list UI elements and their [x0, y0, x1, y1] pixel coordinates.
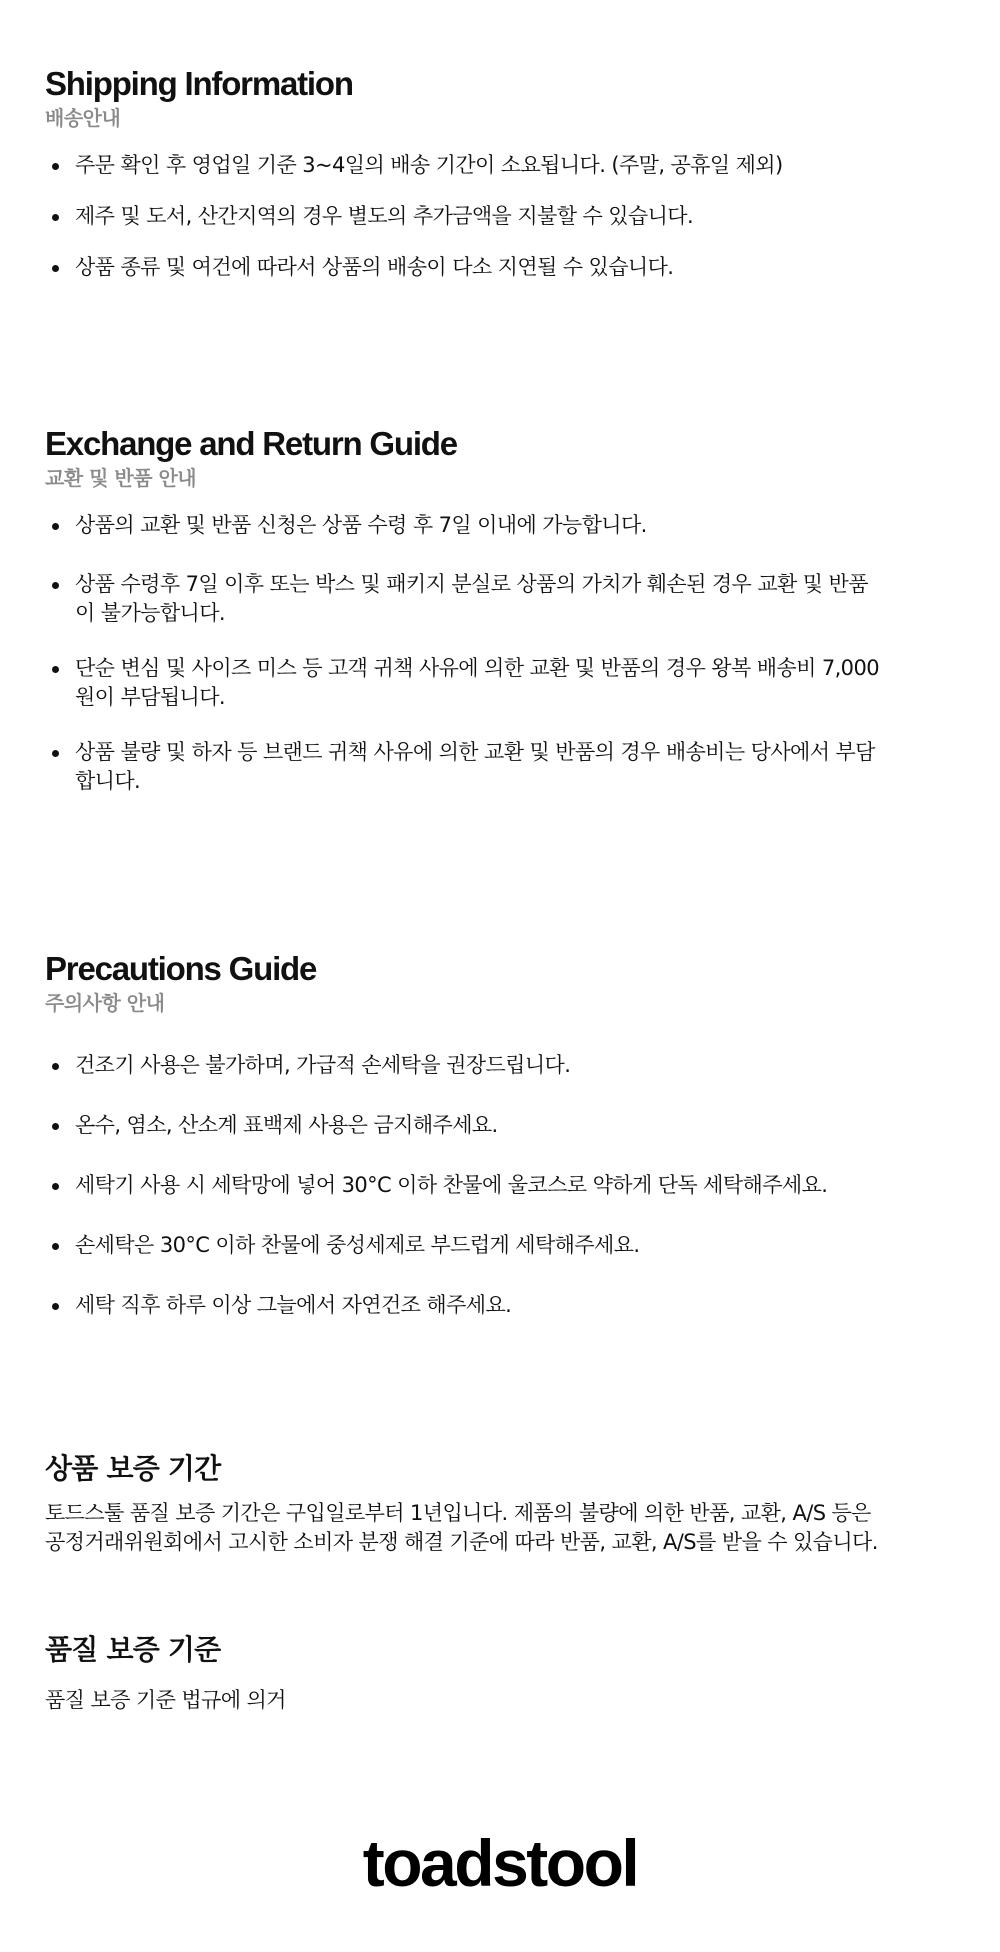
exchange-subtitle: 교환 및 반품 안내: [45, 466, 197, 490]
bullet-dot: [52, 214, 59, 221]
list-item: 상품의 교환 및 반품 신청은 상품 수령 후 7일 이내에 가능합니다.: [45, 511, 885, 540]
precautions-list: [45, 1051, 945, 1320]
exchange-section: [45, 424, 945, 796]
warranty-period-section: [45, 1451, 945, 1557]
list-item: 단순 변심 및 사이즈 미스 등 고객 귀책 사유에 의한 교환 및 반품의 경우 왕복 배송비 7,000원이 부담됩니다.: [45, 654, 885, 712]
warranty-period-title: 상품 보증 기간: [45, 1452, 221, 1485]
exchange-title: Exchange and Return Guide: [45, 425, 457, 462]
bullet-dot: [52, 1123, 59, 1130]
bullet-dot: [52, 265, 59, 272]
bullet-dot: [52, 750, 59, 757]
quality-standard-title: 품질 보증 기준: [45, 1633, 221, 1666]
quality-standard-body: 품질 보증 기준 법규에 의거: [45, 1688, 286, 1712]
bullet-dot: [52, 666, 59, 673]
list-item: 세탁기 사용 시 세탁망에 넣어 30°C 이하 찬물에 울코스로 약하게 단독 세탁해주세요.: [45, 1171, 945, 1200]
list-item: 상품 수령후 7일 이후 또는 박스 및 패키지 분실로 상품의 가치가 훼손된 경우 교환 및 반품이 불가능합니다.: [45, 570, 885, 628]
bullet-dot: [52, 523, 59, 530]
warranty-period-body: [45, 1499, 945, 1557]
list-item: 주문 확인 후 영업일 기준 3~4일의 배송 기간이 소요됩니다. (주말, 공휴일 제외): [45, 151, 945, 180]
bullet-dot: [52, 1183, 59, 1190]
list-item: 제주 및 도서, 산간지역의 경우 별도의 추가금액을 지불할 수 있습니다.: [45, 202, 945, 231]
bullet-dot: [52, 1303, 59, 1310]
bullet-dot: [52, 163, 59, 170]
quality-standard-section: [45, 1632, 945, 1715]
precautions-title: Precautions Guide: [45, 950, 317, 987]
warranty-period-line: 공정거래위원회에서 고시한 소비자 분쟁 해결 기준에 따라 반품, 교환, A/S를 받을 수 있습니다.: [45, 1530, 878, 1554]
brand-logo: toadstool: [362, 1826, 638, 1900]
shipping-subtitle: 배송안내: [45, 106, 121, 130]
list-item: 손세탁은 30°C 이하 찬물에 중성세제로 부드럽게 세탁해주세요.: [45, 1231, 945, 1260]
shipping-title: Shipping Information: [45, 65, 353, 102]
list-item: 온수, 염소, 산소계 표백제 사용은 금지해주세요.: [45, 1111, 945, 1140]
shipping-section: [45, 64, 945, 282]
precautions-section: [45, 949, 945, 1320]
shipping-list: [45, 151, 945, 282]
bullet-dot: [52, 1243, 59, 1250]
list-item: 상품 종류 및 여건에 따라서 상품의 배송이 다소 지연될 수 있습니다.: [45, 253, 945, 282]
bullet-dot: [52, 1063, 59, 1070]
precautions-subtitle: 주의사항 안내: [45, 991, 165, 1015]
list-item: 상품 불량 및 하자 등 브랜드 귀책 사유에 의한 교환 및 반품의 경우 배송비는 당사에서 부담합니다.: [45, 738, 885, 796]
list-item: 건조기 사용은 불가하며, 가급적 손세탁을 권장드립니다.: [45, 1051, 945, 1080]
list-item: 세탁 직후 하루 이상 그늘에서 자연건조 해주세요.: [45, 1291, 945, 1320]
warranty-period-line: 토드스툴 품질 보증 기간은 구입일로부터 1년입니다. 제품의 불량에 의한 반품, 교환, A/S 등은: [45, 1501, 871, 1525]
bullet-dot: [52, 582, 59, 589]
exchange-list: [45, 511, 885, 796]
